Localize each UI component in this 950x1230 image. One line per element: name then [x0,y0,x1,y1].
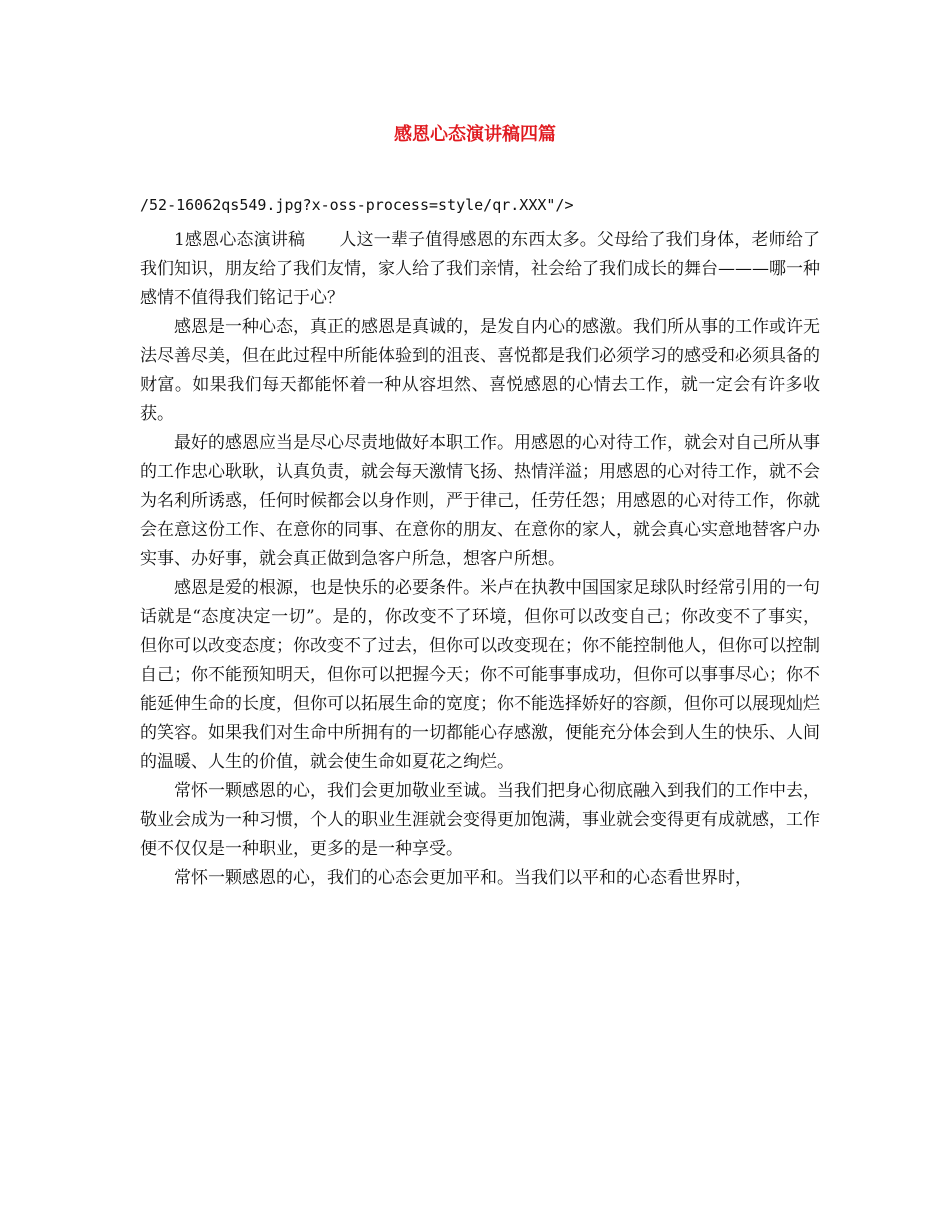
paragraph-6: 常怀一颗感恩的心，我们的心态会更加平和。当我们以平和的心态看世界时， [174,868,752,888]
paragraph-4: 感恩是爱的根源，也是快乐的必要条件。米卢在执教中国国家足球队时经常引用的一句话就是“态度决定一切”。是的，你改变不了环境，但你可以改变自己；你改变不了事实，但你可以改变态度；你改变不了过去，但你可以改变现在；你不能控制他人，但你可以控制自己；你不能预知明天，但你可以把握今天；你不可能事事成功，但你可以事事尽心；你不能延伸生命的长度，但你可以拓展生命的宽度；你不能选择娇好的容颜，但你可以展现灿烂的笑容。如果我们对生命中所拥有的一切都能心存感激，便能充分体会到人生的快乐、人间的温暖、人生的价值，就会使生命如夏花之绚烂。 [140,578,820,772]
document-title: 感恩心态演讲稿四篇 [394,124,556,145]
paragraph-1 [140,226,820,313]
image-url-fragment: /52-16062qs549.jpg?x-oss-process=style/qr.XXX"/> [140,196,574,214]
document-body [140,226,820,893]
paragraph-5: 常怀一颗感恩的心，我们会更加敬业至诚。当我们把身心彻底融入到我们的工作中去，敬业会成为一种习惯，个人的职业生涯就会变得更加饱满，事业就会变得更有成就感，工作便不仅仅是一种职业，更多的是一种享受。 [140,781,820,859]
paragraph-3: 最好的感恩应当是尽心尽责地做好本职工作。用感恩的心对待工作，就会对自己所从事的工作忠心耿耿，认真负责，就会每天激情飞扬、热情洋溢；用感恩的心对待工作，就不会为名利所诱惑，任何时候都会以身作则，严于律己，任劳任怨；用感恩的心对待工作，你就会在意这份工作、在意你的同事、在意你的朋友、在意你的家人，就会真心实意地替客户办实事、办好事，就会真正做到急客户所急，想客户所想。 [140,433,820,569]
section-heading: 1感恩心态演讲稿 [174,230,306,250]
paragraph-2: 感恩是一种心态，真正的感恩是真诚的，是发自内心的感激。我们所从事的工作或许无法尽善尽美，但在此过程中所能体验到的沮丧、喜悦都是我们必须学习的感受和必须具备的财富。如果我们每天都能怀着一种从容坦然、喜悦感恩的心情去工作，就一定会有许多收获。 [140,317,820,424]
paragraph-1-text: 人这一辈子值得感恩的东西太多。父母给了我们身体，老师给了我们知识，朋友给了我们友情，家人给了我们亲情，社会给了我们成长的舞台———哪一种感情不值得我们铭记于心？ [140,230,820,308]
